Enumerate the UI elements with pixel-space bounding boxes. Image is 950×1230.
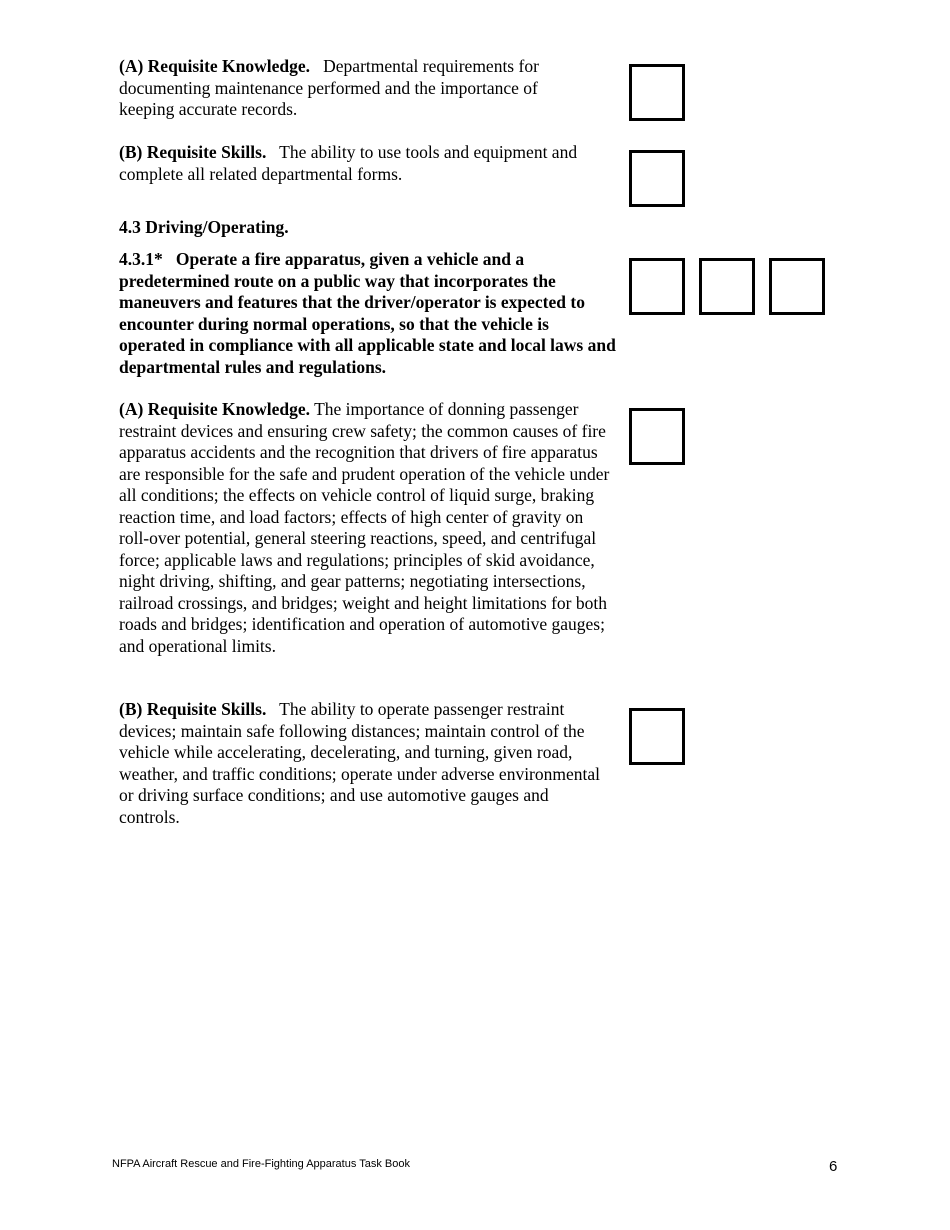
label-b-requisite-skills: (B) Requisite Skills.: [119, 699, 267, 719]
section-heading-4-3: 4.3 Driving/Operating.: [119, 217, 289, 237]
paragraph-4-3-1-a-knowledge: [119, 399, 615, 657]
signoff-checkbox[interactable]: [629, 408, 685, 465]
jpr-4-3-1-label: 4.3.1*: [119, 249, 163, 269]
signoff-checkbox[interactable]: [629, 150, 685, 207]
text-b-requisite-skills: The ability to operate passenger restraint devices; maintain safe following distances; maintain control of the vehicle while accelerating, decelerating, and turning, given road, weather, and traffic conditions; operate under adverse environmental or driving surface conditions; and use automotive gauges and controls.: [119, 699, 601, 827]
paragraph-4-3-1-b-skills: [119, 699, 607, 828]
jpr-4-3-1-text: Operate a fire apparatus, given a vehicle and a predetermined route on a public way that incorporates the maneuvers and features that the driver/operator is expected to encounter during normal operations, so that the vehicle is operated in compliance with all applicable state and local laws and departmental rules and regulations.: [119, 249, 616, 377]
text-b-requisite-skills: The ability to use tools and equipment and complete all related departmental forms.: [119, 142, 578, 184]
signoff-checkbox[interactable]: [699, 258, 755, 315]
text-a-requisite-knowledge: Departmental requirements for documenting maintenance performed and the importance of keeping accurate records.: [119, 56, 539, 119]
label-b-requisite-skills: (B) Requisite Skills.: [119, 142, 267, 162]
jpr-4-3-1: [119, 249, 617, 378]
label-a-requisite-knowledge: (A) Requisite Knowledge.: [119, 399, 311, 419]
text-a-requisite-knowledge: The importance of donning passenger restraint devices and ensuring crew safety; the common causes of fire apparatus accidents and the recognition that drivers of fire apparatus are responsible for the safe and prudent operation of the vehicle under all conditions; the effects on vehicle control of liquid surge, braking reaction time, and load factors; effects of high center of gravity on roll-over potential, general steering reactions, speed, and centrifugal force; applicable laws and regulations; principles of skid avoidance, night driving, shifting, and gear patterns; negotiating intersections, railroad crossings, and bridges; weight and height limitations for both roads and bridges; identification and operation of automotive gauges; and operational limits.: [119, 399, 610, 656]
signoff-checkbox[interactable]: [629, 258, 685, 315]
signoff-checkbox[interactable]: [769, 258, 825, 315]
paragraph-4-2-b-skills: [119, 142, 614, 185]
label-a-requisite-knowledge: (A) Requisite Knowledge.: [119, 56, 311, 76]
signoff-checkbox[interactable]: [629, 708, 685, 765]
paragraph-4-2-a-knowledge: [119, 56, 589, 121]
signoff-checkbox[interactable]: [629, 64, 685, 121]
footer-title: NFPA Aircraft Rescue and Fire-Fighting Apparatus Task Book: [112, 1158, 410, 1170]
page-number: 6: [829, 1158, 838, 1175]
